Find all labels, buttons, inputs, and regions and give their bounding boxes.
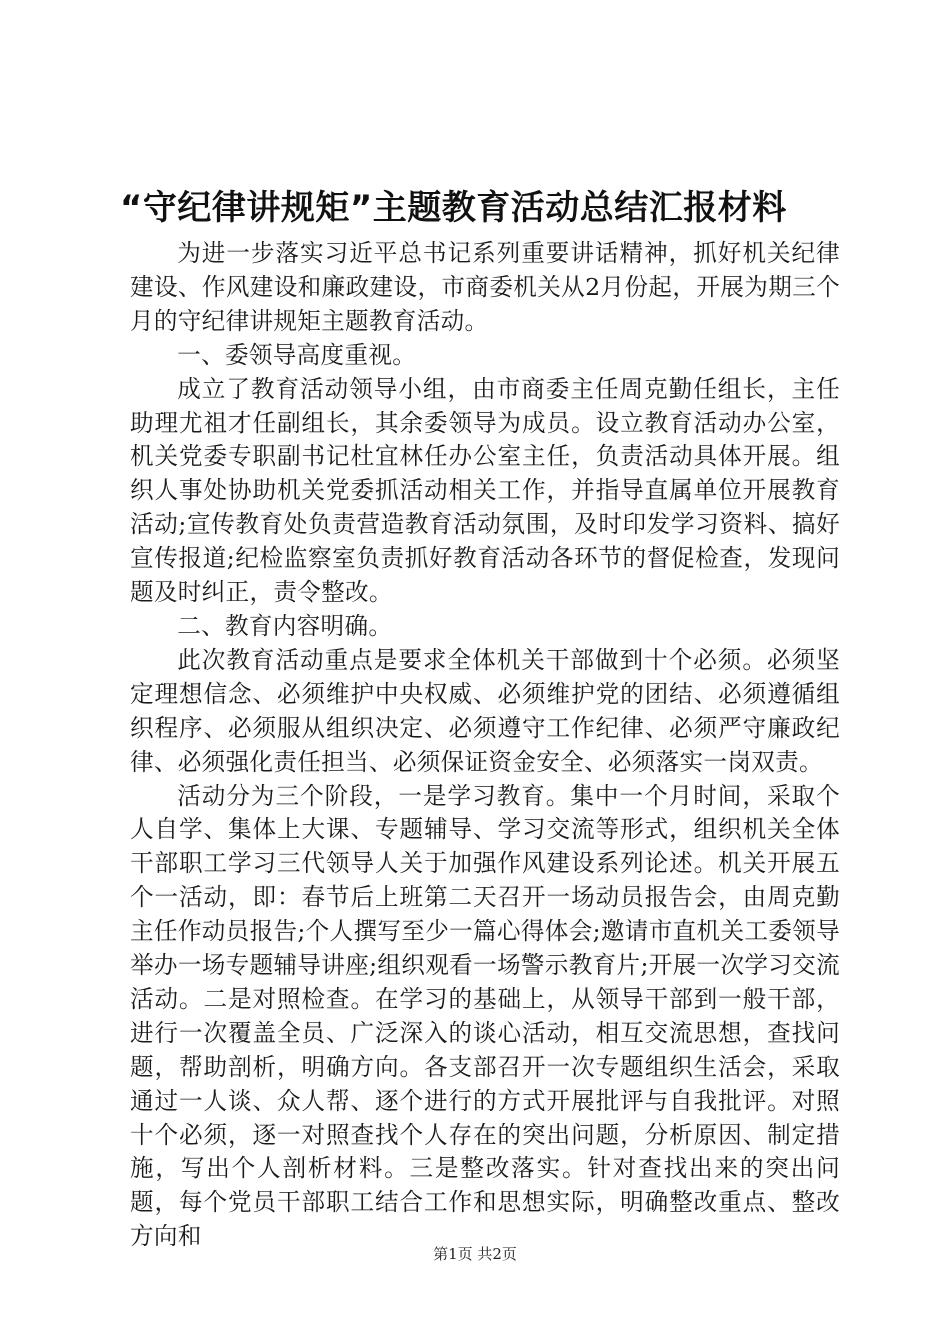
section-heading-1: 一、委领导高度重视。 [177, 340, 417, 369]
document-body [130, 237, 840, 1254]
section-2-paragraph: 此次教育活动重点是要求全体机关干部做到十个必须。必须坚定理想信念、必须维护中央权威、必须维护党的团结、必须遵循组织程序、必须服从组织决定、必须遵守工作纪律、必须严守廉政纪律、必须强化责任担当、必须保证资金安全、必须落实一岗双责。 [130, 645, 840, 776]
section-heading-2: 二、教育内容明确。 [177, 611, 393, 640]
document-title: “守纪律讲规矩”主题教育活动总结汇报材料 [120, 188, 787, 228]
section-1-paragraph: 成立了教育活动领导小组，由市商委主任周克勤任组长，主任助理尤祖才任副组长，其余委领导为成员。设立教育活动办公室，机关党委专职副书记杜宜林任办公室主任，负责活动具体开展。组织人事处协助机关党委抓活动相关工作，并指导直属单位开展教育活动;宣传教育处负责营造教育活动氛围，及时印发学习资料、搞好宣传报道;纪检监察室负责抓好教育活动各环节的督促检查，发现问题及时纠正，责令整改。 [130, 374, 840, 607]
intro-paragraph: 为进一步落实习近平总书记系列重要讲话精神，抓好机关纪律建设、作风建设和廉政建设，市商委机关从2月份起，开展为期三个月的守纪律讲规矩主题教育活动。 [130, 239, 840, 335]
section-2-stages-paragraph: 活动分为三个阶段，一是学习教育。集中一个月时间，采取个人自学、集体上大课、专题辅导、学习交流等形式，组织机关全体干部职工学习三代领导人关于加强作风建设系列论述。机关开展五个一活动，即：春节后上班第二天召开一场动员报告会，由周克勤主任作动员报告;个人撰写至少一篇心得体会;邀请市直机关工委领导举办一场专题辅导讲座;组织观看一场警示教育片;开展一次学习交流活动。二是对照检查。在学习的基础上，从领导干部到一般干部，进行一次覆盖全员、广泛深入的谈心活动，相互交流思想，查找问题，帮助剖析，明确方向。各支部召开一次专题组织生活会，采取通过一人谈、众人帮、逐个进行的方式开展批评与自我批评。对照十个必须，逐一对照查找个人存在的突出问题，分析原因、制定措施，写出个人剖析材料。三是整改落实。针对查找出来的突出问题，每个党员干部职工结合工作和思想实际，明确整改重点、整改方向和 [130, 781, 840, 1251]
page-number-footer: 第1页 共2页 [433, 1245, 517, 1263]
